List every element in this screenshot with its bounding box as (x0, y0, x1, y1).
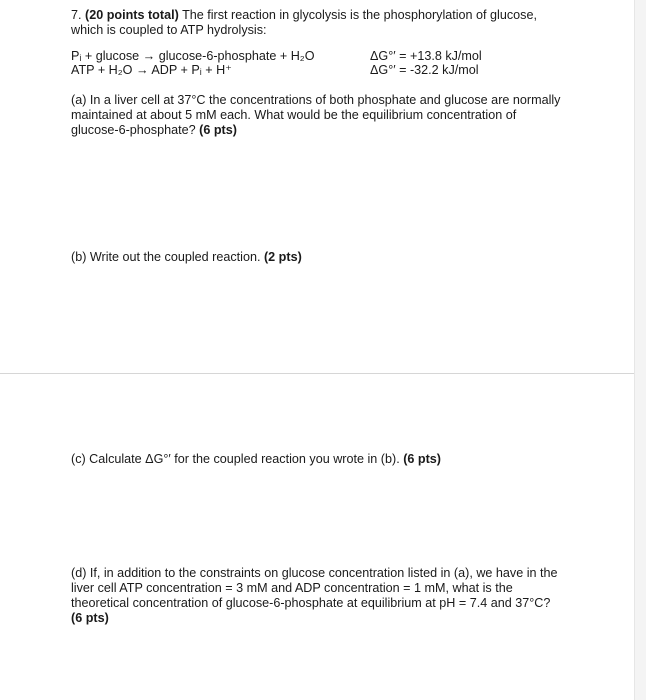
part-b-points: (2 pts) (263, 250, 302, 264)
part-d-points: (6 pts) (71, 611, 109, 625)
page-right-margin (634, 0, 646, 700)
question-number: 7. (71, 8, 82, 22)
part-a-points: (6 pts) (199, 123, 237, 137)
part-c-text: (c) Calculate ΔG°′ for the coupled reaction you wrote in (b). (71, 452, 400, 466)
reaction-2-delta-g: ΔG°′ = -32.2 kJ/mol (370, 63, 479, 77)
reaction-1: Pᵢ + glucose → glucose-6-phosphate + H₂O (71, 49, 315, 63)
question-intro-line2: which is coupled to ATP hydrolysis: (71, 23, 267, 37)
page-divider (0, 373, 634, 374)
part-a (71, 93, 571, 138)
question-header (71, 8, 571, 38)
question-title-line (71, 8, 571, 23)
part-b (71, 250, 571, 265)
reaction-2: ATP + H₂O → ADP + Pᵢ + H⁺ (71, 63, 232, 77)
part-a-line1: (a) In a liver cell at 37°C the concentrations of both phosphate and glucose are normally (71, 93, 561, 107)
part-d (71, 566, 571, 626)
part-c-points: (6 pts) (403, 452, 441, 466)
question-points: (20 points total) (85, 8, 179, 22)
part-a-line2: maintained at about 5 mM each. What would be the equilibrium concentration of (71, 108, 517, 122)
part-c (71, 452, 571, 467)
reaction-1-delta-g: ΔG°′ = +13.8 kJ/mol (370, 49, 482, 63)
question-intro-line1: The first reaction in glycolysis is the phosphorylation of glucose, (182, 8, 537, 22)
part-d-line3: theoretical concentration of glucose-6-phosphate at equilibrium at pH = 7.4 and 37°C? (71, 596, 551, 610)
part-a-line3-wrap (71, 123, 571, 138)
part-a-line3: glucose-6-phosphate? (71, 123, 196, 137)
part-d-line2: liver cell ATP concentration = 3 mM and ADP concentration = 1 mM, what is the (71, 581, 513, 595)
part-d-line1: (d) If, in addition to the constraints on glucose concentration listed in (a), we have in the (71, 566, 558, 580)
part-b-text: (b) Write out the coupled reaction. (71, 250, 261, 264)
